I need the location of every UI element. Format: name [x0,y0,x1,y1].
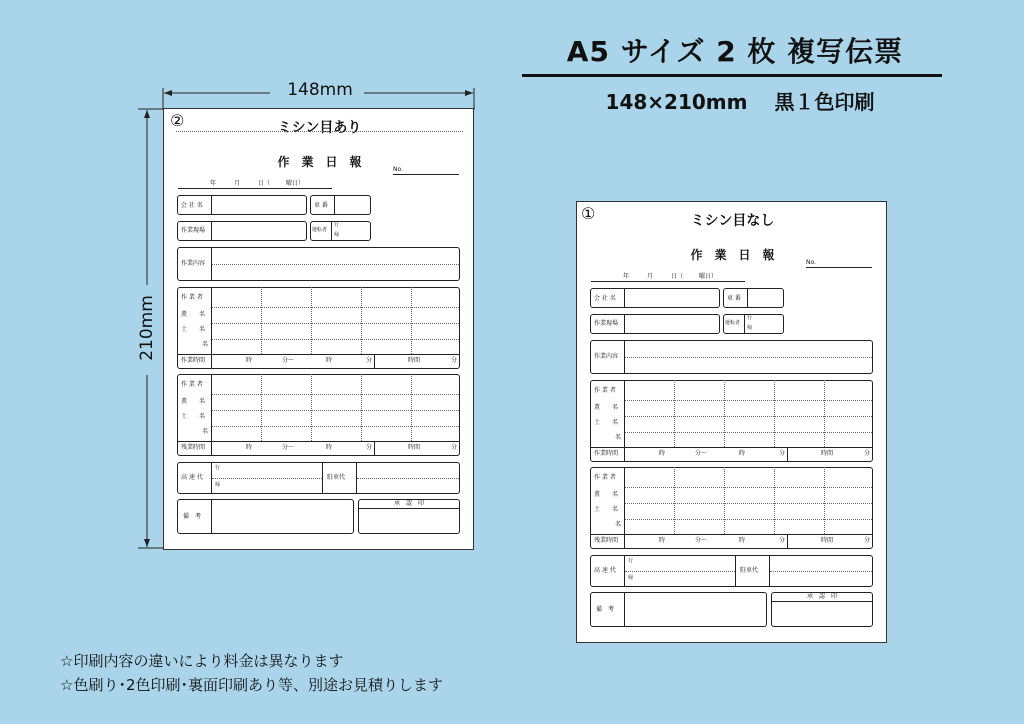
height-label: 210mm [137,295,157,361]
approval-label: 承 認 印 [806,593,837,600]
time-mark: 分～ [695,450,708,457]
work-time-label: 作業時間 [181,357,206,364]
parking-label: 駐車代 [740,567,759,574]
remarks-label: 備 考 [596,606,615,613]
date-month: 月 [647,273,654,280]
dotted-rule [212,307,459,308]
worker-row-1: 薫 名 [181,398,206,405]
date-line [178,188,332,189]
dotted-rule [774,380,775,447]
dotted-rule [824,380,825,447]
divider [374,441,375,456]
remarks-label: 備 考 [183,513,202,520]
no-line [806,267,872,268]
dotted-rule [625,400,872,401]
divider [771,601,873,602]
time-mark: 時 [246,357,253,364]
worker-label: 作 業 者 [594,474,616,481]
worker-row-1: 薫 名 [594,491,619,498]
dotted-rule [724,467,725,534]
time-mark: 分 [864,450,871,457]
worker-row-1: 薫 名 [181,311,206,318]
date-weekday: 曜日） [286,180,305,187]
circled-number: ② [170,111,185,130]
company-label: 会 社 名 [181,202,203,209]
date-month: 月 [234,180,241,187]
worker-row-2: 土 名 [181,326,206,333]
width-label: 148mm [287,80,353,100]
dotted-rule [261,287,262,354]
time-mark: 時 [246,444,253,451]
highway-kaeri: 帰 [628,575,634,581]
form-sheet-2 [163,108,474,550]
dotted-rule [674,467,675,534]
car-no-label: 車 番 [727,295,741,302]
driver-kaeri: 帰 [334,232,340,238]
site-label: 作業現場 [181,227,206,234]
overtime-label: 残業時間 [594,537,619,544]
dotted-rule [212,323,459,324]
time-mark: 分 [779,537,786,544]
form-title: 作 業 日 報 [690,248,775,262]
worker-row-1: 薫 名 [594,404,619,411]
dotted-rule [625,503,872,504]
divider [735,555,736,587]
divider [358,508,460,509]
highway-label: 高 速 代 [181,474,203,481]
perforation-line [176,131,463,132]
divider [211,499,212,534]
parking-label: 駐車代 [327,474,346,481]
page-subtitle: 148×210mm 黒１色印刷 [605,90,875,114]
highway-iki: 行 [628,558,634,564]
divider [624,592,625,627]
driver-iki: 行 [334,222,340,228]
divider [322,462,323,494]
dotted-rule [770,571,872,572]
dotted-rule [212,478,322,479]
time-mark: 時 [739,450,746,457]
time-mark: 分 [779,450,786,457]
dotted-rule [212,394,459,395]
perforation-label: ミシン目なし [690,213,775,229]
dotted-rule [311,287,312,354]
worker-row-2: 土 名 [181,413,206,420]
divider [624,380,625,462]
divider [334,195,335,215]
content-label: 作業内容 [594,353,619,360]
worker-row-3: 名 [615,434,622,441]
divider [590,534,873,535]
time-mark: 時 [659,537,666,544]
worker-row-3: 名 [202,341,209,348]
divider [624,314,625,334]
dotted-rule [361,287,362,354]
worker-row-3: 名 [615,521,622,528]
divider [787,447,788,462]
worker-row-3: 名 [202,428,209,435]
dotted-rule [212,426,459,427]
dotted-rule [212,264,459,265]
divider [590,447,873,448]
date-year: 年 [210,180,217,187]
form-sheet-1 [576,201,887,643]
dotted-rule [674,380,675,447]
divider [624,288,625,308]
perforation-label: ミシン目あり [277,120,362,136]
driver-kaeri: 帰 [747,325,753,331]
dotted-rule [361,374,362,441]
page-title: A5 サイズ 2 枚 複写伝票 [566,35,904,68]
divider [744,314,745,334]
time-mark: 時間 [408,444,421,451]
overtime-label: 残業時間 [181,444,206,451]
time-mark: 時間 [408,357,421,364]
content-label: 作業内容 [181,260,206,267]
time-mark: 分 [366,444,373,451]
time-mark: 分 [864,537,871,544]
remarks-box [177,499,354,534]
time-mark: 時 [326,444,333,451]
dotted-rule [212,410,459,411]
company-label: 会 社 名 [594,295,616,302]
time-mark: 時間 [821,537,834,544]
dotted-rule [824,467,825,534]
worker-label: 作 業 者 [594,387,616,394]
highway-label: 高 速 代 [594,567,616,574]
divider [374,354,375,369]
time-mark: 時 [659,450,666,457]
no-line [393,174,459,175]
dotted-rule [625,519,872,520]
no-label: No. [393,166,403,173]
date-day: 日（ [671,273,684,280]
dotted-rule [625,571,735,572]
divider [331,221,332,241]
date-line [591,281,745,282]
title-underline [522,74,942,77]
driver-label: 運転者 [725,320,741,326]
dotted-rule [625,416,872,417]
dotted-rule [625,487,872,488]
worker-row-2: 土 名 [594,419,619,426]
time-mark: 分 [451,357,458,364]
time-mark: 時 [326,357,333,364]
dotted-rule [261,374,262,441]
site-label: 作業現場 [594,320,619,327]
approval-label: 承 認 印 [393,500,424,507]
dotted-rule [625,432,872,433]
time-mark: 時間 [821,450,834,457]
time-mark: 分 [366,357,373,364]
time-mark: 時 [739,537,746,544]
car-no-label: 車 番 [314,202,328,209]
form-title: 作 業 日 報 [277,155,362,169]
date-day: 日（ [258,180,271,187]
worker-row-2: 土 名 [594,506,619,513]
dotted-rule [625,357,872,358]
note-line-1: ☆印刷内容の違いにより料金は異なります [60,652,344,670]
dotted-rule [212,339,459,340]
driver-label: 運転者 [312,227,328,233]
worker-label: 作 業 者 [181,294,203,301]
no-label: No. [806,259,816,266]
divider [177,441,460,442]
dotted-rule [411,287,412,354]
dotted-rule [357,478,459,479]
date-weekday: 曜日） [699,273,718,280]
time-mark: 分～ [695,537,708,544]
divider [787,534,788,549]
driver-iki: 行 [747,315,753,321]
highway-iki: 行 [215,465,221,471]
dotted-rule [724,380,725,447]
divider [211,287,212,369]
time-mark: 分～ [282,444,295,451]
dotted-rule [411,374,412,441]
note-line-2: ☆色刷り･2色印刷･裏面印刷あり等、別途お見積りします [60,676,443,694]
work-time-label: 作業時間 [594,450,619,457]
dotted-rule [774,467,775,534]
divider [211,195,212,215]
divider [177,354,460,355]
divider [211,221,212,241]
remarks-box [590,592,767,627]
worker-label: 作 業 者 [181,381,203,388]
time-mark: 分 [451,444,458,451]
highway-kaeri: 帰 [215,482,221,488]
time-mark: 分～ [282,357,295,364]
divider [624,467,625,549]
divider [747,288,748,308]
dotted-rule [311,374,312,441]
divider [211,374,212,456]
date-year: 年 [623,273,630,280]
circled-number: ① [581,204,596,223]
